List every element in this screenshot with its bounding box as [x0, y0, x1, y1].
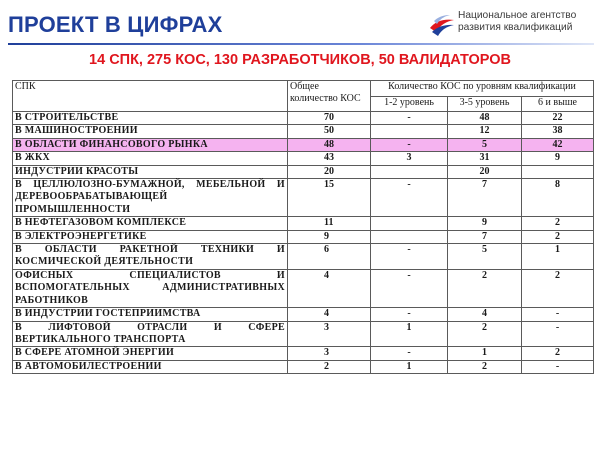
logo-text [458, 10, 598, 34]
table-row [13, 308, 594, 321]
row-level-1-2: 1 [371, 360, 448, 373]
row-level-1-2: 1 [371, 321, 448, 347]
row-level-3-5: 2 [448, 360, 522, 373]
table-row [13, 217, 594, 230]
nark-logo [428, 10, 596, 40]
row-level-1-2: - [371, 308, 448, 321]
row-total: 48 [288, 138, 371, 151]
row-level-6: - [522, 308, 594, 321]
table-row [13, 244, 594, 270]
row-level-6: 2 [522, 269, 594, 307]
row-total: 2 [288, 360, 371, 373]
row-level-6: 22 [522, 112, 594, 125]
row-level-1-2: 3 [371, 152, 448, 165]
row-level-1-2: - [371, 244, 448, 270]
row-level-6: 38 [522, 125, 594, 138]
row-total: 15 [288, 179, 371, 217]
row-name: В ЛИФТОВОЙ ОТРАСЛИ И СФЕРЕ ВЕРТИКАЛЬНОГО ТРАНСПОРТА [13, 321, 288, 347]
table-row [13, 112, 594, 125]
header-level-3-5: 3-5 уровень [448, 97, 522, 112]
row-level-6: - [522, 360, 594, 373]
row-level-3-5: 20 [448, 165, 522, 178]
table-row [13, 152, 594, 165]
row-level-6: - [522, 321, 594, 347]
row-name: ОФИСНЫХ СПЕЦИАЛИСТОВ И ВСПОМОГАТЕЛЬНЫХ АДМИНИСТРАТИВНЫХ РАБОТНИКОВ [13, 269, 288, 307]
spk-table [12, 80, 594, 374]
row-name: В ЦЕЛЛЮЛОЗНО-БУМАЖНОЙ, МЕБЕЛЬНОЙ И ДЕРЕВООБРАБАТЫВАЮЩЕЙ ПРОМЫШЛЕННОСТИ [13, 179, 288, 217]
table-row [13, 179, 594, 217]
row-total: 50 [288, 125, 371, 138]
row-level-1-2 [371, 125, 448, 138]
row-total: 11 [288, 217, 371, 230]
row-name: В АВТОМОБИЛЕСТРОЕНИИ [13, 360, 288, 373]
row-level-6: 9 [522, 152, 594, 165]
row-level-6: 1 [522, 244, 594, 270]
row-name: В СТРОИТЕЛЬСТВЕ [13, 112, 288, 125]
subtitle: 14 СПК, 275 КОС, 130 РАЗРАБОТЧИКОВ, 50 ВАЛИДАТОРОВ [89, 52, 511, 68]
table-row [13, 360, 594, 373]
row-name: В СФЕРЕ АТОМНОЙ ЭНЕРГИИ [13, 347, 288, 360]
row-level-1-2: - [371, 112, 448, 125]
logo-line-1: Национальное агентство [458, 10, 577, 21]
row-level-6: 42 [522, 138, 594, 151]
row-level-3-5: 31 [448, 152, 522, 165]
row-total: 4 [288, 269, 371, 307]
row-name: В ЭЛЕКТРОЭНЕРГЕТИКЕ [13, 230, 288, 243]
row-level-3-5: 1 [448, 347, 522, 360]
row-level-6: 8 [522, 179, 594, 217]
row-level-3-5: 5 [448, 138, 522, 151]
row-name: В НЕФТЕГАЗОВОМ КОМПЛЕКСЕ [13, 217, 288, 230]
table-row [13, 165, 594, 178]
table-row [13, 125, 594, 138]
row-level-3-5: 12 [448, 125, 522, 138]
row-level-3-5: 2 [448, 269, 522, 307]
table-row [13, 269, 594, 307]
row-level-3-5: 9 [448, 217, 522, 230]
header-spk: СПК [13, 81, 288, 112]
row-level-3-5: 48 [448, 112, 522, 125]
row-total: 3 [288, 321, 371, 347]
row-total: 9 [288, 230, 371, 243]
header-total: Общее количество КОС [288, 81, 371, 112]
row-total: 43 [288, 152, 371, 165]
header-level-1-2: 1-2 уровень [371, 97, 448, 112]
row-level-1-2 [371, 230, 448, 243]
row-level-3-5: 4 [448, 308, 522, 321]
table-body [13, 112, 594, 374]
nark-logo-icon [428, 12, 456, 38]
header-level-6: 6 и выше [522, 97, 594, 112]
row-total: 20 [288, 165, 371, 178]
row-name: В МАШИНОСТРОЕНИИ [13, 125, 288, 138]
row-level-3-5: 7 [448, 230, 522, 243]
table-row [13, 138, 594, 151]
row-level-6: 2 [522, 217, 594, 230]
row-level-1-2: - [371, 138, 448, 151]
row-total: 3 [288, 347, 371, 360]
row-total: 70 [288, 112, 371, 125]
table-row [13, 230, 594, 243]
table-row [13, 347, 594, 360]
row-level-1-2: - [371, 269, 448, 307]
row-level-1-2: - [371, 347, 448, 360]
row-level-3-5: 7 [448, 179, 522, 217]
logo-line-2: развития квалификаций [458, 22, 573, 33]
row-level-6: 2 [522, 347, 594, 360]
row-level-1-2: - [371, 179, 448, 217]
row-name: В ОБЛАСТИ РАКЕТНОЙ ТЕХНИКИ И КОСМИЧЕСКОЙ ДЕЯТЕЛЬНОСТИ [13, 244, 288, 270]
row-name: ИНДУСТРИИ КРАСОТЫ [13, 165, 288, 178]
row-name: В ИНДУСТРИИ ГОСТЕПРИИМСТВА [13, 308, 288, 321]
row-level-1-2 [371, 217, 448, 230]
header-levels: Количество КОС по уровням квалификации [371, 81, 594, 97]
row-level-6: 2 [522, 230, 594, 243]
table-row [13, 321, 594, 347]
page-title: ПРОЕКТ В ЦИФРАХ [8, 12, 223, 37]
row-level-1-2 [371, 165, 448, 178]
row-level-6 [522, 165, 594, 178]
row-total: 6 [288, 244, 371, 270]
row-name: В ЖКХ [13, 152, 288, 165]
row-name: В ОБЛАСТИ ФИНАНСОВОГО РЫНКА [13, 138, 288, 151]
row-level-3-5: 2 [448, 321, 522, 347]
header-divider [8, 43, 594, 45]
row-total: 4 [288, 308, 371, 321]
row-level-3-5: 5 [448, 244, 522, 270]
